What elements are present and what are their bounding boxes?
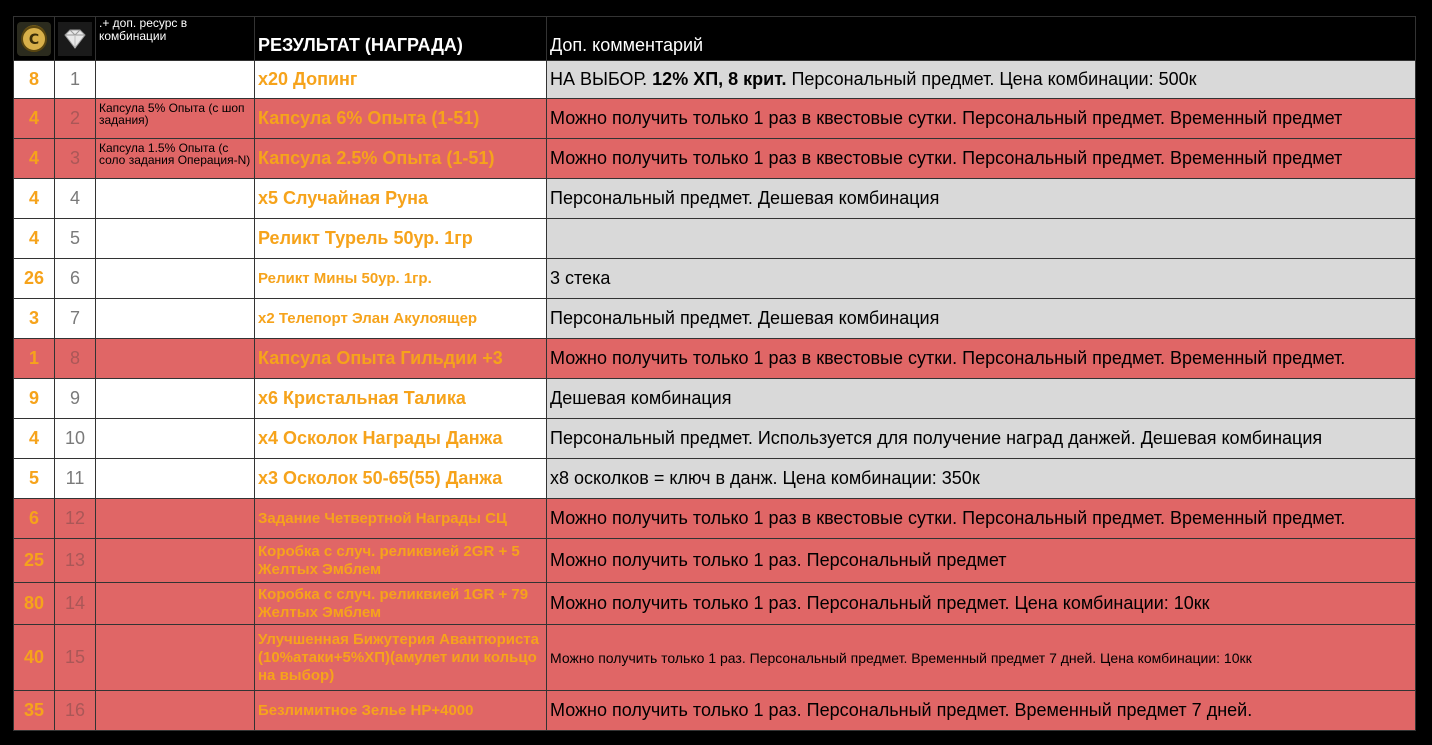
row-number-cell[interactable]: 6 (55, 259, 96, 299)
row-number-cell[interactable]: 4 (55, 179, 96, 219)
table-row[interactable] (14, 419, 1416, 459)
extra-resource-cell[interactable]: Капсула 1.5% Опыта (с соло задания Операция-N) (96, 139, 255, 179)
comment-text: Персональный предмет. Цена комбинации: 500к (786, 69, 1197, 89)
comment-cell[interactable] (547, 61, 1416, 99)
amount-cell[interactable]: 25 (14, 539, 55, 583)
row-number-cell[interactable]: 14 (55, 583, 96, 625)
amount-cell[interactable]: 6 (14, 499, 55, 539)
table-row[interactable] (14, 583, 1416, 625)
extra-resource-cell[interactable] (96, 625, 255, 691)
reward-cell[interactable]: x2 Телепорт Элан Акулоящер (255, 299, 547, 339)
reward-cell[interactable]: Коробка с случ. реликвией 1GR + 79 Желтых Эмблем (255, 583, 547, 625)
reward-cell[interactable]: Безлимитное Зелье HP+4000 (255, 691, 547, 731)
row-number-cell[interactable]: 1 (55, 61, 96, 99)
row-number-cell[interactable]: 2 (55, 99, 96, 139)
table-row[interactable] (14, 299, 1416, 339)
table-row[interactable] (14, 459, 1416, 499)
table-row[interactable] (14, 691, 1416, 731)
row-number-cell[interactable]: 3 (55, 139, 96, 179)
reward-cell[interactable]: Коробка с случ. реликвией 2GR + 5 Желтых Эмблем (255, 539, 547, 583)
reward-cell[interactable]: Капсула 2.5% Опыта (1-51) (255, 139, 547, 179)
comment-cell[interactable]: Можно получить только 1 раз в квестовые сутки. Персональный предмет. Временный предмет. (547, 339, 1416, 379)
amount-cell[interactable]: 8 (14, 61, 55, 99)
row-number-cell[interactable]: 15 (55, 625, 96, 691)
comment-prefix: НА ВЫБОР. (550, 69, 653, 89)
row-number-cell[interactable]: 11 (55, 459, 96, 499)
amount-cell[interactable]: 4 (14, 99, 55, 139)
extra-resource-cell[interactable] (96, 219, 255, 259)
amount-cell[interactable]: 4 (14, 219, 55, 259)
emblem-coin-icon (17, 22, 51, 56)
reward-cell[interactable]: Улучшенная Бижутерия Авантюриста (10%атаки+5%ХП)(амулет или кольцо на выбор) (255, 625, 547, 691)
amount-cell[interactable]: 3 (14, 299, 55, 339)
row-number-cell[interactable]: 12 (55, 499, 96, 539)
row-number-cell[interactable]: 5 (55, 219, 96, 259)
extra-resource-cell[interactable] (96, 419, 255, 459)
table-row[interactable] (14, 499, 1416, 539)
table-row[interactable] (14, 339, 1416, 379)
row-number-cell[interactable]: 7 (55, 299, 96, 339)
extra-resource-cell[interactable] (96, 299, 255, 339)
comment-cell[interactable]: Можно получить только 1 раз. Персональный предмет. Временный предмет 7 дней. (547, 691, 1416, 731)
table-row[interactable] (14, 139, 1416, 179)
reward-cell[interactable]: Капсула 6% Опыта (1-51) (255, 99, 547, 139)
row-number-cell[interactable]: 10 (55, 419, 96, 459)
comment-cell[interactable]: x8 осколков = ключ в данж. Цена комбинации: 350к (547, 459, 1416, 499)
comment-cell[interactable]: Можно получить только 1 раз. Персональный предмет. Временный предмет 7 дней. Цена комбинации: 10кк (547, 625, 1416, 691)
comment-cell[interactable]: Персональный предмет. Дешевая комбинация (547, 179, 1416, 219)
table-row[interactable] (14, 61, 1416, 99)
reward-cell[interactable]: Реликт Мины 50ур. 1гр. (255, 259, 547, 299)
table-row[interactable] (14, 219, 1416, 259)
extra-resource-cell[interactable] (96, 339, 255, 379)
header-comment[interactable]: Доп. комментарий (547, 17, 1416, 61)
reward-cell[interactable]: x3 Осколок 50-65(55) Данжа (255, 459, 547, 499)
reward-cell[interactable]: x4 Осколок Награды Данжа (255, 419, 547, 459)
extra-resource-cell[interactable] (96, 691, 255, 731)
table-row[interactable] (14, 259, 1416, 299)
amount-cell[interactable]: 40 (14, 625, 55, 691)
extra-resource-cell[interactable] (96, 259, 255, 299)
comment-cell[interactable]: Можно получить только 1 раз в квестовые сутки. Персональный предмет. Временный предмет (547, 139, 1416, 179)
amount-cell[interactable]: 9 (14, 379, 55, 419)
comment-bold: 12% ХП, 8 крит. (652, 69, 787, 89)
comment-cell[interactable]: Можно получить только 1 раз в квестовые сутки. Персональный предмет. Временный предмет. (547, 499, 1416, 539)
svg-text:С: С (28, 31, 40, 48)
comment-cell[interactable]: Персональный предмет. Дешевая комбинация (547, 299, 1416, 339)
header-result[interactable]: РЕЗУЛЬТАТ (НАГРАДА) (255, 17, 547, 61)
comment-cell[interactable]: Можно получить только 1 раз в квестовые сутки. Персональный предмет. Временный предмет (547, 99, 1416, 139)
amount-cell[interactable]: 80 (14, 583, 55, 625)
table-row[interactable] (14, 625, 1416, 691)
comment-cell[interactable]: Дешевая комбинация (547, 379, 1416, 419)
amount-cell[interactable]: 4 (14, 139, 55, 179)
table-row[interactable] (14, 179, 1416, 219)
amount-cell[interactable]: 1 (14, 339, 55, 379)
reward-cell[interactable]: Задание Четвертной Награды СЦ (255, 499, 547, 539)
comment-cell[interactable]: Можно получить только 1 раз. Персональный предмет. Цена комбинации: 10кк (547, 583, 1416, 625)
amount-cell[interactable]: 5 (14, 459, 55, 499)
comment-cell[interactable]: Персональный предмет. Используется для получение наград данжей. Дешевая комбинация (547, 419, 1416, 459)
extra-resource-cell[interactable] (96, 379, 255, 419)
reward-cell[interactable]: x6 Кристальная Талика (255, 379, 547, 419)
row-number-cell[interactable]: 13 (55, 539, 96, 583)
header-col-number[interactable] (55, 17, 96, 61)
reward-cell[interactable]: x20 Допинг (255, 61, 547, 99)
header-row (14, 17, 1416, 61)
row-number-cell[interactable]: 9 (55, 379, 96, 419)
reward-cell[interactable]: Реликт Турель 50ур. 1гр (255, 219, 547, 259)
header-extra-resource[interactable]: .+ доп. ресурс в комбинации (96, 17, 255, 61)
reward-table (13, 16, 1416, 731)
extra-resource-cell[interactable] (96, 539, 255, 583)
extra-resource-cell[interactable] (96, 583, 255, 625)
reward-cell[interactable]: x5 Случайная Руна (255, 179, 547, 219)
amount-cell[interactable]: 4 (14, 179, 55, 219)
crystal-icon (58, 22, 92, 56)
amount-cell[interactable]: 35 (14, 691, 55, 731)
row-number-cell[interactable]: 8 (55, 339, 96, 379)
extra-resource-cell[interactable] (96, 61, 255, 99)
extra-resource-cell[interactable] (96, 459, 255, 499)
extra-resource-cell[interactable] (96, 179, 255, 219)
table-row[interactable] (14, 539, 1416, 583)
comment-cell[interactable]: Можно получить только 1 раз. Персональный предмет (547, 539, 1416, 583)
row-number-cell[interactable]: 16 (55, 691, 96, 731)
table-row[interactable] (14, 99, 1416, 139)
amount-cell[interactable]: 4 (14, 419, 55, 459)
extra-resource-cell[interactable]: Капсула 5% Опыта (с шоп задания) (96, 99, 255, 139)
reward-cell[interactable]: Капсула Опыта Гильдии +3 (255, 339, 547, 379)
amount-cell[interactable]: 26 (14, 259, 55, 299)
extra-resource-cell[interactable] (96, 499, 255, 539)
comment-cell[interactable] (547, 219, 1416, 259)
table-row[interactable] (14, 379, 1416, 419)
comment-cell[interactable]: 3 стека (547, 259, 1416, 299)
header-col-amount[interactable] (14, 17, 55, 61)
